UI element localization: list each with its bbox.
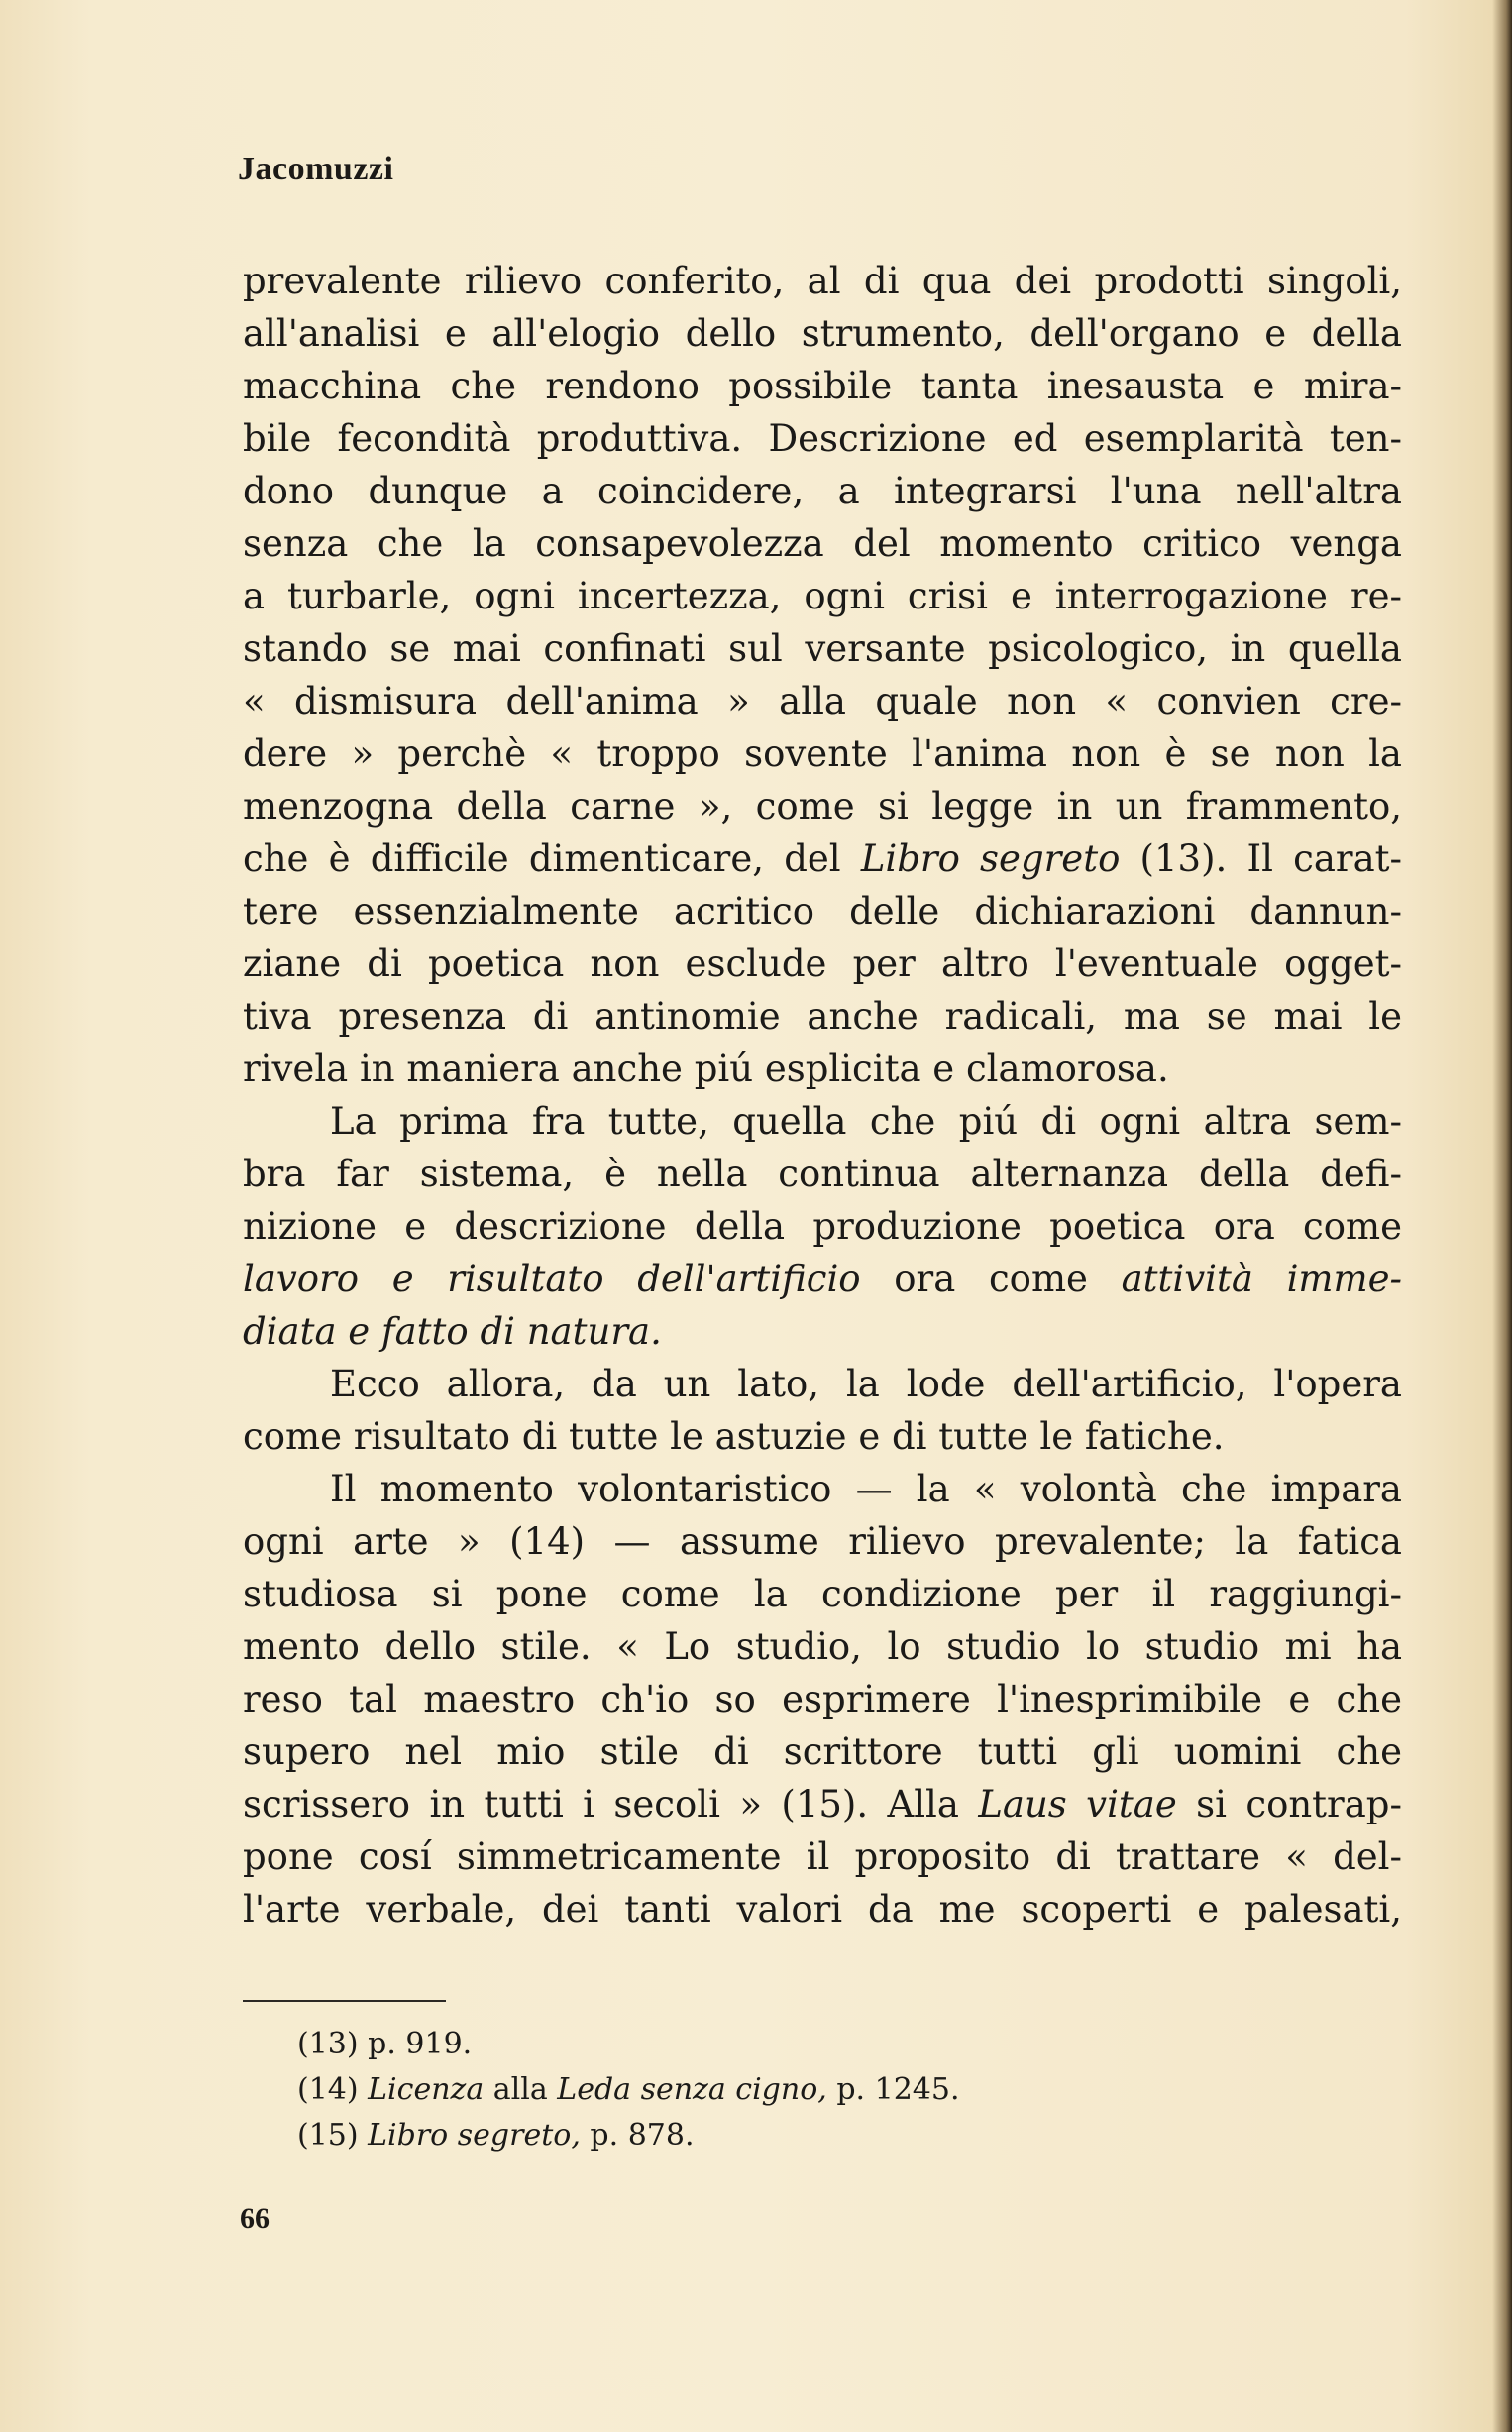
- text-line: [243, 1725, 1402, 1778]
- italic-segment: Licenza: [368, 2072, 485, 2107]
- footnote-14: [297, 2067, 960, 2113]
- text-segment: si contrap-: [1176, 1783, 1402, 1825]
- text-segment: pone cosí simmetricamente il proposito di trattare « del-: [243, 1835, 1402, 1878]
- text-line: [243, 255, 1402, 307]
- text-line: [243, 1515, 1402, 1568]
- text-segment: studiosa si pone come la condizione per il raggiungi-: [243, 1573, 1402, 1615]
- text-segment: ora come: [860, 1258, 1122, 1300]
- body-text: [243, 255, 1402, 1935]
- text-segment: prevalente rilievo conferito, al di qua dei prodotti singoli,: [243, 260, 1402, 302]
- text-line: [243, 360, 1402, 412]
- text-segment: alla: [484, 2072, 558, 2107]
- footnote-15: [297, 2113, 960, 2158]
- text-line: [243, 990, 1402, 1043]
- text-segment: Ecco allora, da un lato, la lode dell'artificio, l'opera: [330, 1363, 1402, 1405]
- text-segment: stando se mai confinati sul versante psicologico, in quella: [243, 627, 1402, 670]
- text-segment: l'arte verbale, dei tanti valori da me scoperti e palesati,: [243, 1888, 1402, 1931]
- italic-segment: lavoro e risultato dell'artificio: [243, 1258, 861, 1300]
- text-segment: ziane di poetica non esclude per altro l'eventuale ogget-: [243, 942, 1402, 985]
- text-line: [243, 780, 1402, 832]
- text-segment: menzogna della carne », come si legge in un frammento,: [243, 785, 1402, 828]
- text-segment: tiva presenza di antinomie anche radicali, ma se mai le: [243, 995, 1402, 1038]
- text-line: [243, 1148, 1402, 1200]
- text-line: [243, 465, 1402, 517]
- text-line: [243, 1463, 1402, 1515]
- text-line: [243, 832, 1402, 885]
- text-segment: all'analisi e all'elogio dello strumento, dell'organo e della: [243, 312, 1402, 355]
- text-line: [243, 1305, 1402, 1358]
- footnotes: [297, 2022, 960, 2158]
- running-head: Jacomuzzi: [238, 151, 394, 187]
- text-segment: ogni arte » (14) — assume rilievo prevalente; la fatica: [243, 1520, 1402, 1563]
- footnote-rule: [243, 2000, 446, 2002]
- text-line: [243, 622, 1402, 675]
- text-segment: rivela in maniera anche piú esplicita e clamorosa.: [243, 1048, 1169, 1090]
- text-segment: (13). Il carat-: [1120, 837, 1402, 880]
- text-segment: tere essenzialmente acritico delle dichiarazioni dannun-: [243, 890, 1402, 933]
- text-line: [243, 1673, 1402, 1725]
- text-line: [243, 1358, 1402, 1410]
- italic-segment: Libro segreto,: [368, 2118, 581, 2153]
- text-line: [243, 1410, 1402, 1463]
- text-line: [243, 1620, 1402, 1673]
- text-segment: nizione e descrizione della produzione poetica ora come: [243, 1205, 1402, 1248]
- text-segment: che è difficile dimenticare, del: [243, 837, 861, 880]
- text-line: [243, 885, 1402, 938]
- text-segment: La prima fra tutte, quella che piú di ogni altra sem-: [330, 1100, 1402, 1143]
- italic-segment: Libro segreto: [860, 837, 1121, 880]
- text-line: [243, 1830, 1402, 1883]
- page-number: 66: [240, 2202, 270, 2235]
- italic-segment: Leda senza cigno,: [557, 2072, 827, 2107]
- text-segment: (14): [297, 2072, 369, 2107]
- text-segment: reso tal maestro ch'io so esprimere l'inesprimibile e che: [243, 1678, 1402, 1720]
- text-line: [243, 1883, 1402, 1935]
- text-segment: macchina che rendono possibile tanta inesausta e mira-: [243, 365, 1402, 407]
- text-segment: senza che la consapevolezza del momento critico venga: [243, 522, 1402, 565]
- text-segment: a turbarle, ogni incertezza, ogni crisi e interrogazione re-: [243, 575, 1402, 617]
- text-segment: p. 878.: [580, 2118, 695, 2153]
- text-segment: dono dunque a coincidere, a integrarsi l'una nell'altra: [243, 470, 1402, 512]
- page-edge-shadow: [1492, 0, 1512, 2432]
- text-line: [243, 1095, 1402, 1148]
- text-line: [243, 1253, 1402, 1305]
- text-line: [243, 727, 1402, 780]
- text-line: [243, 1043, 1402, 1095]
- italic-segment: attività imme-: [1121, 1258, 1402, 1300]
- text-segment: « dismisura dell'anima » alla quale non « convien cre-: [243, 680, 1402, 722]
- text-line: [243, 1778, 1402, 1830]
- text-segment: (15): [297, 2118, 369, 2153]
- text-line: [243, 307, 1402, 360]
- text-segment: Il momento volontaristico — la « volontà che impara: [330, 1468, 1402, 1510]
- text-line: [243, 1200, 1402, 1253]
- text-segment: supero nel mio stile di scrittore tutti gli uomini che: [243, 1730, 1402, 1773]
- text-segment: mento dello stile. « Lo studio, lo studio lo studio mi ha: [243, 1625, 1402, 1668]
- footnote-13: [297, 2022, 960, 2067]
- text-line: [243, 412, 1402, 465]
- italic-segment: Laus vitae: [978, 1783, 1177, 1825]
- text-segment: p. 1245.: [826, 2072, 960, 2107]
- text-line: [243, 938, 1402, 990]
- text-segment: come risultato di tutte le astuzie e di tutte le fatiche.: [243, 1415, 1225, 1458]
- text-line: [243, 1568, 1402, 1620]
- text-line: [243, 517, 1402, 570]
- text-segment: dere » perchè « troppo sovente l'anima non è se non la: [243, 732, 1402, 775]
- text-line: [243, 570, 1402, 622]
- italic-segment: diata e fatto di natura.: [243, 1310, 662, 1353]
- text-segment: scrissero in tutti i secoli » (15). Alla: [243, 1783, 979, 1825]
- text-segment: bile fecondità produttiva. Descrizione ed esemplarità ten-: [243, 417, 1402, 460]
- text-segment: (13) p. 919.: [297, 2027, 473, 2061]
- text-line: [243, 675, 1402, 727]
- text-segment: bra far sistema, è nella continua alternanza della defi-: [243, 1153, 1402, 1195]
